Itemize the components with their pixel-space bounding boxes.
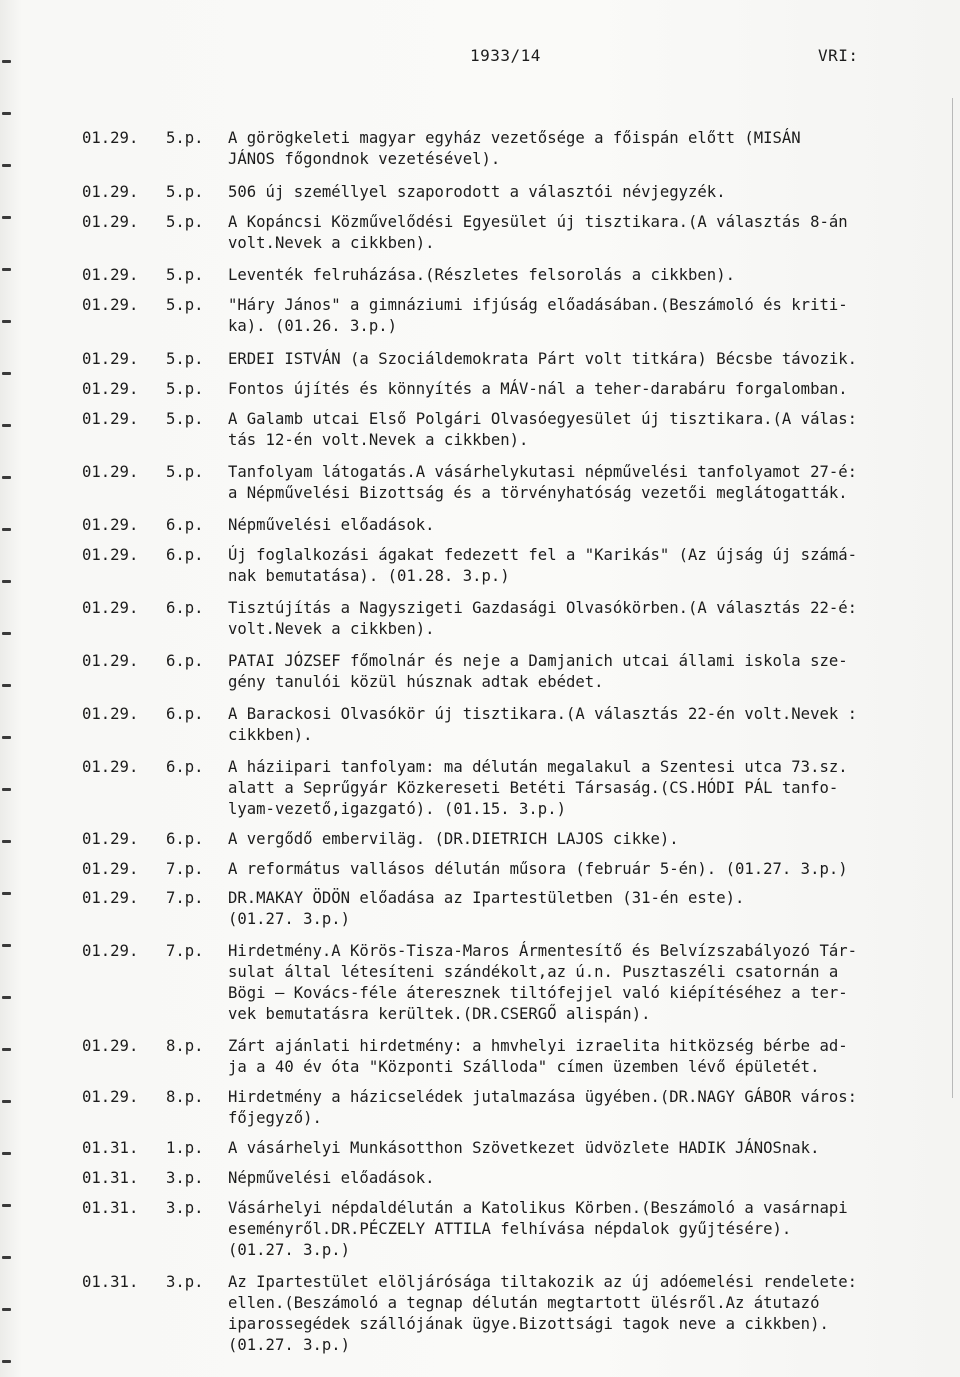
binder-hole bbox=[2, 320, 11, 323]
list-item bbox=[82, 859, 942, 880]
list-item bbox=[82, 265, 942, 286]
binder-hole bbox=[2, 372, 11, 375]
binder-hole bbox=[2, 996, 11, 999]
entry-date: 01.31. bbox=[82, 1199, 139, 1217]
document-mark: VRI: bbox=[818, 46, 859, 65]
entry-text: Zárt ajánlati hirdetmény: a hmvhelyi izraelita hitközség bérbe ad- ja a 40 év óta "Központi Szálloda" címen üzemben lévő épületét. bbox=[228, 1037, 848, 1076]
entry-date: 01.29. bbox=[82, 516, 139, 534]
binder-hole bbox=[2, 112, 11, 115]
entry-text: Hirdetmény.A Körös-Tisza-Maros Ármentesítő és Belvízszabályozó Tár- sulat által létesíteni szándékolt,az ú.n. Pusztaszéli csatornán a Bögi – Kovács-féle áteresznek tiltófejjel való kiépítéséhez a ter- vek bemutatásra kerültek.(DR.CSERGŐ alispán). bbox=[228, 942, 858, 1023]
binder-hole bbox=[2, 1152, 11, 1155]
list-item bbox=[82, 349, 942, 370]
entry-text: Leventék felruházása.(Részletes felsorolás a cikkben). bbox=[228, 266, 735, 284]
entry-date: 01.29. bbox=[82, 830, 139, 848]
entry-date: 01.29. bbox=[82, 183, 139, 201]
binder-hole bbox=[2, 216, 11, 219]
list-item bbox=[82, 1168, 942, 1189]
entry-text: A háziipari tanfolyam: ma délután megalakul a Szentesi utca 73.sz. alatt a Seprűgyár Közkereseti Betéti Társaság.(CS.HÓDI PÁL tanfo- lyam-vezető,igazgató). (01.15. 3.p.) bbox=[228, 758, 848, 818]
entry-date: 01.29. bbox=[82, 599, 139, 617]
list-item bbox=[82, 941, 942, 1025]
entry-page: 5.p. bbox=[166, 350, 204, 368]
entry-page: 1.p. bbox=[166, 1139, 204, 1157]
list-item bbox=[82, 409, 942, 451]
entry-text: 506 új személlyel szaporodott a választói névjegyzék. bbox=[228, 183, 726, 201]
list-item bbox=[82, 1272, 942, 1356]
entry-date: 01.29. bbox=[82, 410, 139, 428]
entry-page: 6.p. bbox=[166, 652, 204, 670]
binder-hole bbox=[2, 424, 11, 427]
entry-text: A vergődő emberviläg. (DR.DIETRICH LAJOS cikke). bbox=[228, 830, 679, 848]
entry-text: ERDEI ISTVÁN (a Szociáldemokrata Párt volt titkára) Bécsbe távozik. bbox=[228, 350, 858, 368]
list-item bbox=[82, 1036, 942, 1078]
list-item bbox=[82, 757, 942, 820]
binder-hole bbox=[2, 528, 11, 531]
list-item bbox=[82, 1198, 942, 1261]
entry-date: 01.29. bbox=[82, 1037, 139, 1055]
list-item bbox=[82, 1138, 942, 1159]
binder-hole bbox=[2, 1048, 11, 1051]
entry-date: 01.29. bbox=[82, 758, 139, 776]
binder-hole bbox=[2, 840, 11, 843]
list-item bbox=[82, 295, 942, 337]
entry-page: 7.p. bbox=[166, 889, 204, 907]
entry-date: 01.29. bbox=[82, 380, 139, 398]
list-item bbox=[82, 212, 942, 254]
entry-page: 3.p. bbox=[166, 1199, 204, 1217]
entry-text: Fontos újítés és könnyítés a MÁV-nál a teher-darabáru forgalomban. bbox=[228, 380, 848, 398]
entry-text: Tanfolyam látogatás.A vásárhelykutasi népművelési tanfolyamot 27-é: a Népművelési Bizottság és a törvényhatóság vezetői meglátogatták. bbox=[228, 463, 858, 502]
list-item bbox=[82, 704, 942, 746]
entry-text: A görögkeleti magyar egyház vezetősége a főispán előtt (MISÁN JÁNOS főgondnok vezetésével). bbox=[228, 129, 801, 168]
list-item bbox=[82, 515, 942, 536]
binder-hole bbox=[2, 1360, 11, 1363]
list-item bbox=[82, 888, 942, 930]
entry-page: 8.p. bbox=[166, 1088, 204, 1106]
list-item bbox=[82, 462, 942, 504]
entry-date: 01.29. bbox=[82, 1088, 139, 1106]
entry-page: 7.p. bbox=[166, 942, 204, 960]
binder-hole bbox=[2, 60, 11, 63]
entry-text: Népművelési előadások. bbox=[228, 516, 435, 534]
binder-hole bbox=[2, 736, 11, 739]
entry-page: 5.p. bbox=[166, 410, 204, 428]
binder-edge bbox=[0, 0, 14, 1377]
binder-hole bbox=[2, 1256, 11, 1259]
entry-page: 5.p. bbox=[166, 129, 204, 147]
entry-page: 8.p. bbox=[166, 1037, 204, 1055]
list-item bbox=[82, 829, 942, 850]
binder-hole bbox=[2, 476, 11, 479]
entry-date: 01.29. bbox=[82, 213, 139, 231]
entry-text: A vásárhelyi Munkásotthon Szövetkezet üdvözlete HADIK JÁNOSnak. bbox=[228, 1139, 820, 1157]
entry-date: 01.29. bbox=[82, 889, 139, 907]
entry-page: 5.p. bbox=[166, 183, 204, 201]
entry-page: 3.p. bbox=[166, 1169, 204, 1187]
entry-text: Vásárhelyi népdaldélután a Katolikus Körben.(Beszámoló a vasárnapi eseményről.DR.PÉCZELY ATTILA felhívása népdalok gyűjtésére). (01.27. 3.p.) bbox=[228, 1199, 848, 1259]
entry-page: 3.p. bbox=[166, 1273, 204, 1291]
entry-date: 01.29. bbox=[82, 652, 139, 670]
entry-page: 6.p. bbox=[166, 516, 204, 534]
binder-hole bbox=[2, 1204, 11, 1207]
entry-page: 5.p. bbox=[166, 380, 204, 398]
entry-date: 01.31. bbox=[82, 1139, 139, 1157]
entry-text: Új foglalkozási ágakat fedezett fel a "Karikás" (Az újság új számá- nak bemutatása). (01.28. 3.p.) bbox=[228, 546, 858, 585]
entry-page: 5.p. bbox=[166, 296, 204, 314]
binder-hole bbox=[2, 632, 11, 635]
binder-hole bbox=[2, 944, 11, 947]
list-item bbox=[82, 651, 942, 693]
entry-page: 6.p. bbox=[166, 705, 204, 723]
binder-hole bbox=[2, 580, 11, 583]
binder-hole bbox=[2, 268, 11, 271]
entry-page: 6.p. bbox=[166, 599, 204, 617]
list-item bbox=[82, 598, 942, 640]
entry-page: 7.p. bbox=[166, 860, 204, 878]
entry-text: Az Ipartestület elöljárósága tiltakozik az új adóemelési rendelete: ellen.(Beszámoló a tegnap délután megtartott ülésről.Az átutazó iparossegédek szállójának ügye.Bizottsági tagok neve a cikkben). (01.27. 3.p.) bbox=[228, 1273, 858, 1354]
entry-date: 01.29. bbox=[82, 129, 139, 147]
list-item bbox=[82, 182, 942, 203]
entry-date: 01.29. bbox=[82, 546, 139, 564]
binder-hole bbox=[2, 892, 11, 895]
entry-date: 01.31. bbox=[82, 1273, 139, 1291]
entry-text: A református vallásos délután műsora (február 5-én). (01.27. 3.p.) bbox=[228, 860, 848, 878]
binder-hole bbox=[2, 1308, 11, 1311]
entry-page: 6.p. bbox=[166, 546, 204, 564]
entry-page: 6.p. bbox=[166, 758, 204, 776]
margin-line bbox=[952, 98, 953, 1098]
entry-date: 01.29. bbox=[82, 266, 139, 284]
binder-hole bbox=[2, 164, 11, 167]
entry-date: 01.31. bbox=[82, 1169, 139, 1187]
entry-text: A Barackosi Olvasókör új tisztikara.(A választás 22-én volt.Nevek : cikkben). bbox=[228, 705, 858, 744]
entry-page: 6.p. bbox=[166, 830, 204, 848]
entry-list bbox=[82, 128, 942, 1356]
entry-date: 01.29. bbox=[82, 296, 139, 314]
binder-hole bbox=[2, 788, 11, 791]
binder-hole bbox=[2, 1100, 11, 1103]
entry-text: A Kopáncsi Közművelődési Egyesület új tisztikara.(A választás 8-án volt.Nevek a cikkben). bbox=[228, 213, 848, 252]
list-item bbox=[82, 379, 942, 400]
entry-page: 5.p. bbox=[166, 463, 204, 481]
entry-date: 01.29. bbox=[82, 705, 139, 723]
entry-page: 5.p. bbox=[166, 213, 204, 231]
entry-page: 5.p. bbox=[166, 266, 204, 284]
entry-text: "Háry János" a gimnáziumi ifjúság előadásában.(Beszámoló és kriti- ka). (01.26. 3.p.) bbox=[228, 296, 848, 335]
entry-date: 01.29. bbox=[82, 942, 139, 960]
entry-date: 01.29. bbox=[82, 860, 139, 878]
document-code: 1933/14 bbox=[470, 46, 541, 65]
entry-text: Népművelési előadások. bbox=[228, 1169, 435, 1187]
list-item bbox=[82, 1087, 942, 1129]
entry-text: Hirdetmény a házicselédek jutalmazása ügyében.(DR.NAGY GÁBOR város: főjegyző). bbox=[228, 1088, 858, 1127]
binder-hole bbox=[2, 684, 11, 687]
list-item bbox=[82, 128, 942, 170]
entry-date: 01.29. bbox=[82, 350, 139, 368]
entry-text: PATAI JÓZSEF főmolnár és neje a Damjanich utcai állami iskola sze- gény tanulói közül húsznak adtak ebédet. bbox=[228, 652, 848, 691]
entry-text: A Galamb utcai Első Polgári Olvasóegyesület új tisztikara.(A válas: tás 12-én volt.Nevek a cikkben). bbox=[228, 410, 858, 449]
list-item bbox=[82, 545, 942, 587]
entry-text: Tisztújítás a Nagyszigeti Gazdasági Olvasókörben.(A választás 22-é: volt.Nevek a cikkben). bbox=[228, 599, 858, 638]
entry-date: 01.29. bbox=[82, 463, 139, 481]
entry-text: DR.MAKAY ÖDÖN előadása az Ipartestületben (31-én este). (01.27. 3.p.) bbox=[228, 889, 745, 928]
